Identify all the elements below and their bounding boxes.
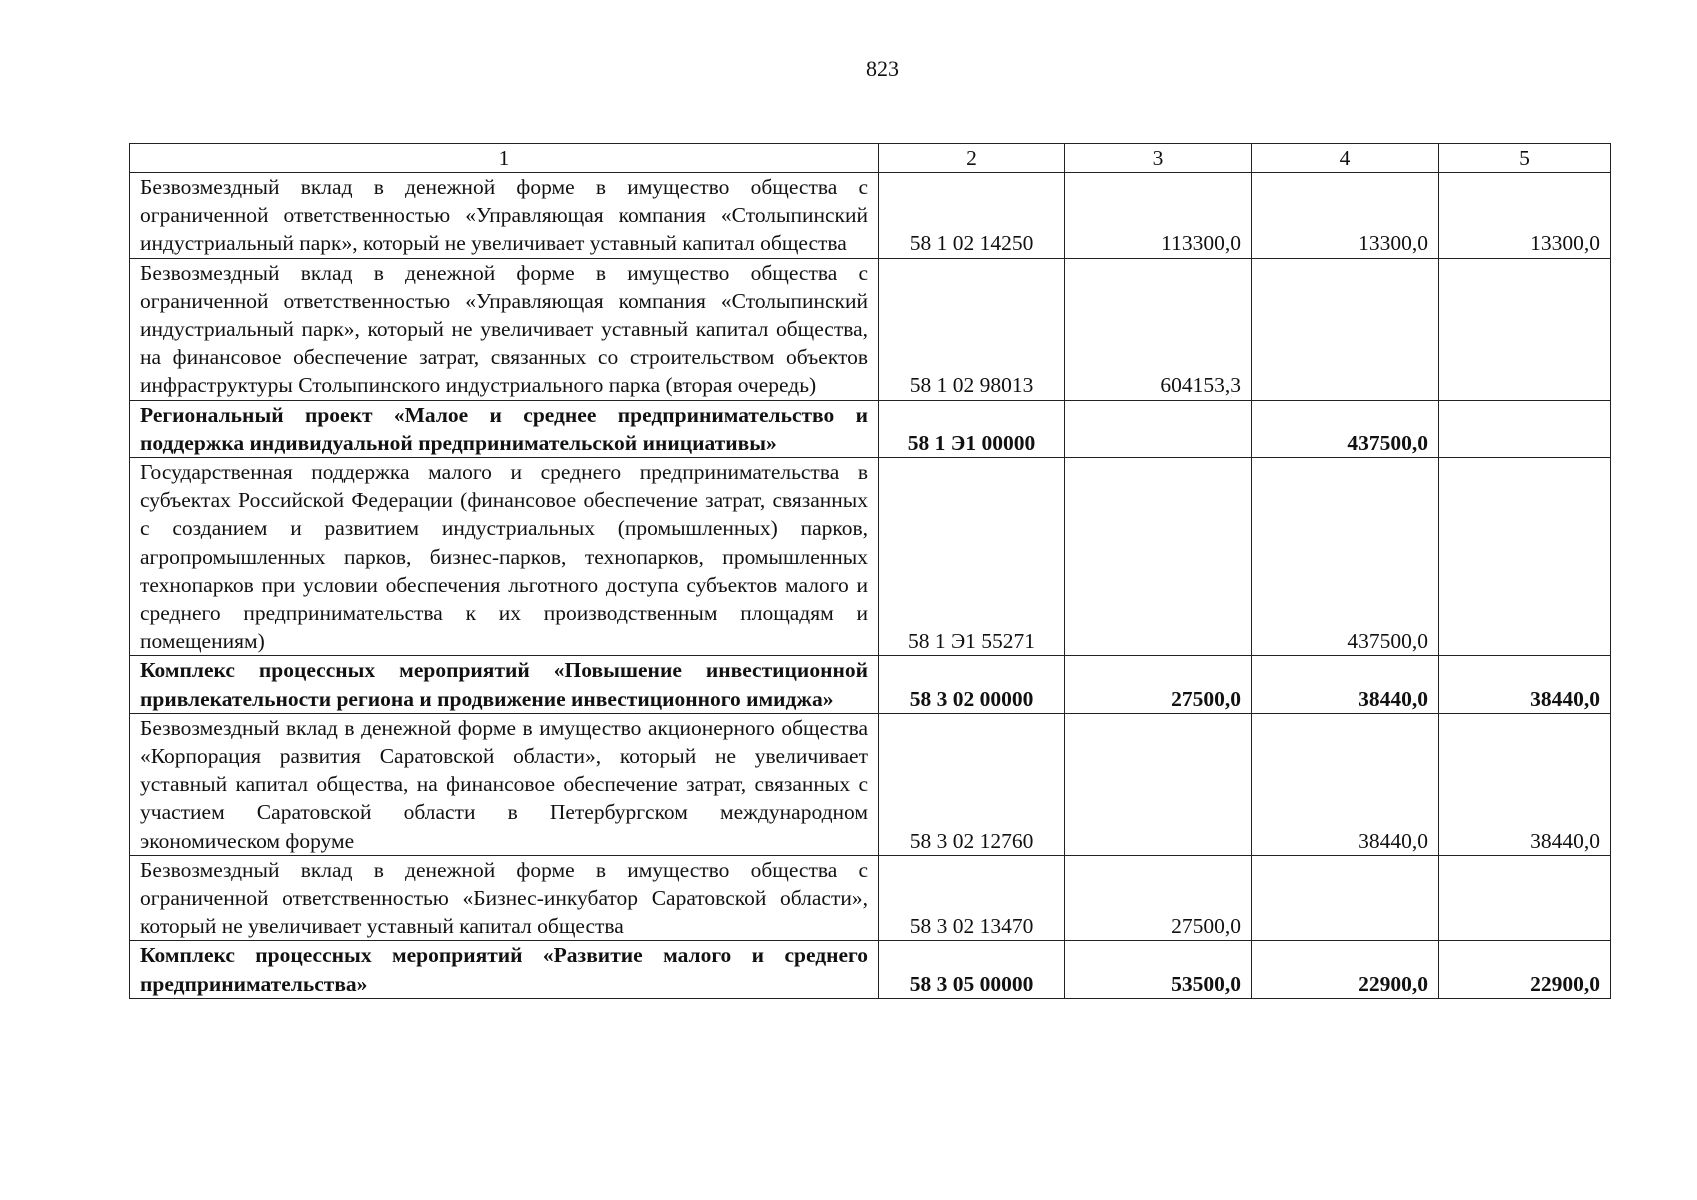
page-number: 823 [866,56,899,81]
row-code: 58 3 05 00000 [879,941,1065,998]
row-value-col5: 22900,0 [1439,941,1611,998]
row-value-col5 [1439,258,1611,400]
table-body [130,173,1611,999]
row-value-col5: 38440,0 [1439,713,1611,855]
table-row [130,713,1611,855]
row-value-col4: 437500,0 [1252,458,1439,656]
header-col-5: 5 [1439,144,1611,173]
row-value-col4 [1252,258,1439,400]
header-col-1: 1 [130,144,879,173]
row-value-col3: 27500,0 [1065,855,1252,941]
table-row [130,458,1611,656]
table-row-section [130,400,1611,457]
row-description: Безвозмездный вклад в денежной форме в имущество общества с ограниченной ответственностью «Управляющая компания «Столыпинский индустриальный парк», который не увеличивает уставный капитал общества, на финансовое обеспечение затрат, связанных со строительством объектов инфраструктуры Столыпинского индустриального парка (вторая очередь) [130,258,879,400]
row-code: 58 1 02 14250 [879,173,1065,259]
table-header [130,144,1611,173]
header-col-2: 2 [879,144,1065,173]
row-value-col3: 53500,0 [1065,941,1252,998]
row-value-col4 [1252,855,1439,941]
row-value-col5: 13300,0 [1439,173,1611,259]
row-value-col5 [1439,400,1611,457]
row-code: 58 1 Э1 55271 [879,458,1065,656]
row-code: 58 1 Э1 00000 [879,400,1065,457]
row-value-col4: 22900,0 [1252,941,1439,998]
table-row-section [130,656,1611,713]
row-value-col3: 113300,0 [1065,173,1252,259]
table-row [130,173,1611,259]
row-description: Безвозмездный вклад в денежной форме в имущество общества с ограниченной ответственностью «Бизнес-инкубатор Саратовской области», который не увеличивает уставный капитал общества [130,855,879,941]
row-value-col3 [1065,458,1252,656]
row-code: 58 3 02 00000 [879,656,1065,713]
row-description: Государственная поддержка малого и среднего предпринимательства в субъектах Российской Федерации (финансовое обеспечение затрат, связанных с созданием и развитием индустриальных (промышленных) парков, агропромышленных парков, бизнес-парков, технопарков, промышленных технопарков при условии обеспечения льготного доступа субъектов малого и среднего предпринимательства к их производственным площадям и помещениям) [130,458,879,656]
table-row [130,855,1611,941]
budget-table [129,143,1611,999]
row-description: Комплекс процессных мероприятий «Развитие малого и среднего предпринимательства» [130,941,879,998]
row-description: Комплекс процессных мероприятий «Повышение инвестиционной привлекательности региона и продвижение инвестиционного имиджа» [130,656,879,713]
row-value-col4: 437500,0 [1252,400,1439,457]
header-row [130,144,1611,173]
row-code: 58 3 02 12760 [879,713,1065,855]
row-value-col5: 38440,0 [1439,656,1611,713]
row-code: 58 1 02 98013 [879,258,1065,400]
row-description: Региональный проект «Малое и среднее предпринимательство и поддержка индивидуальной предпринимательской инициативы» [130,400,879,457]
row-value-col3 [1065,400,1252,457]
row-value-col5 [1439,458,1611,656]
row-description: Безвозмездный вклад в денежной форме в имущество акционерного общества «Корпорация развития Саратовской области», который не увеличивает уставный капитал общества, на финансовое обеспечение затрат, связанных с участием Саратовской области в Петербургском международном экономическом форуме [130,713,879,855]
row-value-col3: 27500,0 [1065,656,1252,713]
row-value-col3: 604153,3 [1065,258,1252,400]
table-row [130,258,1611,400]
header-col-4: 4 [1252,144,1439,173]
table-row-section [130,941,1611,998]
row-value-col5 [1439,855,1611,941]
row-value-col4: 13300,0 [1252,173,1439,259]
row-value-col4: 38440,0 [1252,713,1439,855]
row-code: 58 3 02 13470 [879,855,1065,941]
row-value-col4: 38440,0 [1252,656,1439,713]
row-value-col3 [1065,713,1252,855]
header-col-3: 3 [1065,144,1252,173]
row-description: Безвозмездный вклад в денежной форме в имущество общества с ограниченной ответственностью «Управляющая компания «Столыпинский индустриальный парк», который не увеличивает уставный капитал общества [130,173,879,259]
